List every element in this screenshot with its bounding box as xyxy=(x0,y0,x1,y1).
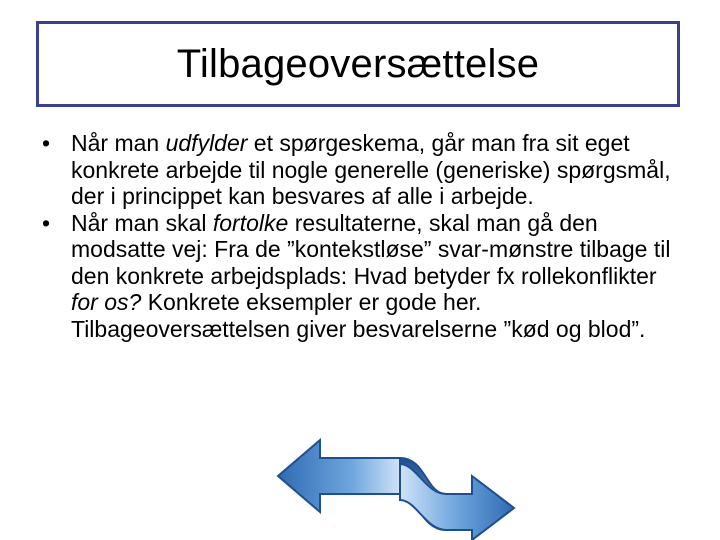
bullet-text-part: Når man xyxy=(71,130,166,156)
bullet-text-italic: for os? xyxy=(71,289,142,315)
bullet-list xyxy=(36,130,676,342)
bullet-text-italic: udfylder xyxy=(165,130,248,156)
bullet-marker: • xyxy=(42,209,51,236)
bidirectional-curved-arrow-icon xyxy=(276,436,516,540)
bullet-text-italic: fortolke xyxy=(212,209,289,236)
bullet-item xyxy=(36,210,676,343)
left-arrow-shape xyxy=(278,440,400,512)
bullet-marker: • xyxy=(42,130,51,156)
bullet-text-part: Konkrete eksempler er gode her. Tilbageoversættelsen giver besvarelserne ”kød og blod”. xyxy=(71,289,646,342)
bullet-item xyxy=(36,130,676,210)
bullet-text-part: et spørgeskema, går man fra sit eget konkrete arbejde til nogle generelle (generiske) spørgsmål, der i princippet kan besvares af alle i arbejde. xyxy=(71,130,671,209)
right-arrow-shape xyxy=(400,464,514,540)
slide-title: Tilbageoversættelse xyxy=(176,41,540,86)
bullet-text-part: Når man skal xyxy=(71,209,213,236)
title-frame xyxy=(36,21,680,107)
bullet-text-part: resultaterne, skal man gå den modsatte vej: Fra de ”kontekstløse” svar-mønstre tilbage til den konkrete arbejdsplads: Hvad betyder fx rollekonflikter xyxy=(71,209,671,289)
